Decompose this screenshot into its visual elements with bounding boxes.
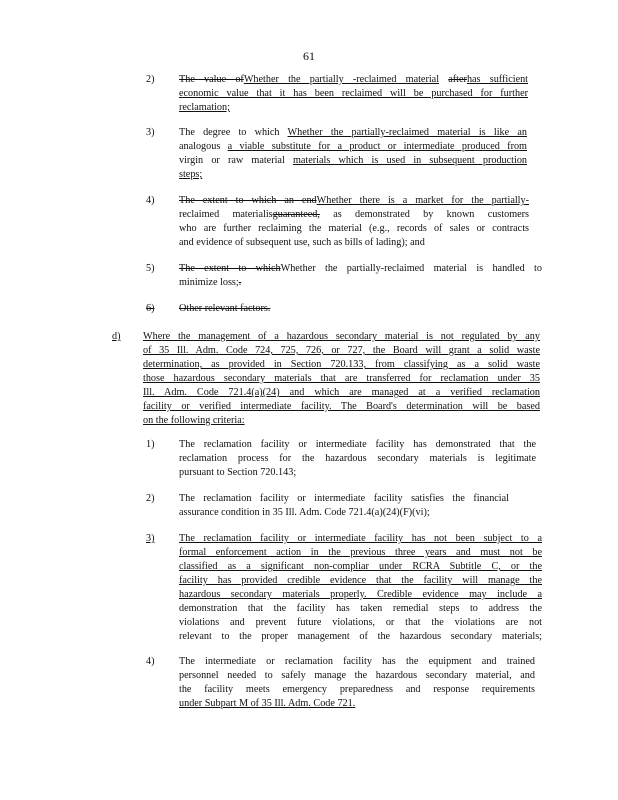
deleted-text: guaranteed,: [272, 209, 320, 220]
item-number: 2): [146, 493, 155, 504]
item-line: violations and prevent future violations, or that the violations are not: [179, 617, 542, 628]
inserted-text: materials which is used in subsequent production: [292, 155, 528, 166]
inserted-line: those hazardous secondary materials that are transferred for reclamation under 35: [143, 373, 540, 384]
inserted-text: has sufficient: [466, 74, 529, 85]
item-number: 4): [146, 656, 155, 667]
plain-text: The degree to which: [179, 127, 280, 138]
subsection-number: d): [112, 331, 121, 342]
item-line: The reclamation facility or intermediate facility has demonstrated that the: [179, 439, 536, 450]
deleted-text: after: [448, 74, 467, 85]
plain-text: minimize loss;: [179, 277, 239, 288]
item-number: 2): [146, 74, 155, 85]
plain-text: as demonstrated by known customers: [333, 209, 530, 220]
item-line: [179, 73, 528, 87]
inserted-text: Whether the partially-reclaimed material is like an: [287, 127, 527, 138]
item-line: personnel needed to safely manage the hazardous secondary material, and: [179, 670, 535, 681]
inserted-line: determination, as provided in Section 720.133, from classifying as a solid waste: [143, 359, 540, 370]
item-line: and evidence of subsequent use, such as bills of lading); and: [179, 237, 425, 248]
item-number: 6): [146, 303, 155, 314]
item-number: 4): [146, 195, 155, 206]
plain-text: reclaimed materialis: [179, 209, 273, 220]
item-line: assurance condition in 35 Ill. Adm. Code 721.4(a)(24)(F)(vi);: [179, 507, 430, 518]
inserted-line: hazardous secondary materials properly. Credible evidence may include a: [179, 589, 542, 600]
inserted-line: reclamation;: [179, 102, 230, 113]
item-line: demonstration that the facility has taken remedial steps to address the: [179, 603, 542, 614]
deleted-text: The value of: [179, 74, 244, 85]
item-line: [179, 154, 527, 168]
page-number: 61: [303, 49, 315, 63]
item-number: 3): [146, 533, 155, 544]
deleted-text: The extent to which: [179, 263, 281, 274]
item-line: The intermediate or reclamation facility has the equipment and trained: [179, 656, 535, 667]
item-number: 1): [146, 439, 155, 450]
inserted-line: Ill. Adm. Code 721.4(a)(24) and which are managed at a verified reclamation: [143, 387, 540, 398]
item-line: [179, 126, 527, 140]
deleted-text: The extent to which an end: [179, 195, 317, 206]
item-line: pursuant to Section 720.143;: [179, 467, 297, 478]
item-line: [179, 262, 542, 276]
item-line: The reclamation facility or intermediate facility satisfies the financial: [179, 493, 509, 504]
inserted-line: formal enforcement action in the previous three years and must not be: [179, 547, 542, 558]
item-line: who are further reclaiming the material (e.g., records of sales or contracts: [179, 223, 529, 234]
item-line: the facility meets emergency preparedness and response requirements: [179, 684, 535, 695]
inserted-line: Where the management of a hazardous secondary material is not regulated by any: [143, 331, 540, 342]
item-number: 5): [146, 263, 155, 274]
inserted-line: facility has provided credible evidence that the facility will manage the: [179, 575, 542, 586]
item-line: [179, 140, 527, 154]
deleted-text: .: [238, 277, 242, 288]
inserted-line: steps;: [179, 169, 203, 180]
inserted-text: Whether the partially -reclaimed material: [243, 74, 440, 85]
inserted-line: on the following criteria:: [143, 415, 245, 426]
plain-text: Whether the partially-reclaimed material is handled to: [280, 263, 542, 274]
item-line: reclamation process for the hazardous secondary materials is legitimate: [179, 453, 536, 464]
plain-text: virgin or raw material: [179, 155, 285, 166]
inserted-text: Whether there is a market for the partially-: [316, 195, 529, 206]
inserted-line: under Subpart M of 35 Ill. Adm. Code 721.: [179, 698, 356, 709]
inserted-line: economic value that it has been reclaimed will be purchased for further: [179, 88, 528, 99]
item-line: relevant to the proper management of the hazardous secondary materials;: [179, 631, 542, 642]
inserted-text: a viable substitute for a product or intermediate produced from: [227, 141, 527, 152]
item-line: [179, 208, 529, 222]
inserted-line: classified as a significant non-compliar under RCRA Subtitle C, or the: [179, 561, 542, 572]
deleted-line: Other relevant factors.: [179, 303, 271, 314]
inserted-line: facility or verified intermediate facility. The Board's determination will be based: [143, 401, 540, 412]
item-line: [179, 276, 542, 290]
inserted-line: The reclamation facility or intermediate facility has not been subject to a: [179, 533, 542, 544]
item-line: [179, 194, 529, 208]
plain-text: analogous: [179, 141, 221, 152]
inserted-line: of 35 Ill. Adm. Code 724, 725, 726, or 727, the Board will grant a solid waste: [143, 345, 540, 356]
item-number: 3): [146, 127, 155, 138]
